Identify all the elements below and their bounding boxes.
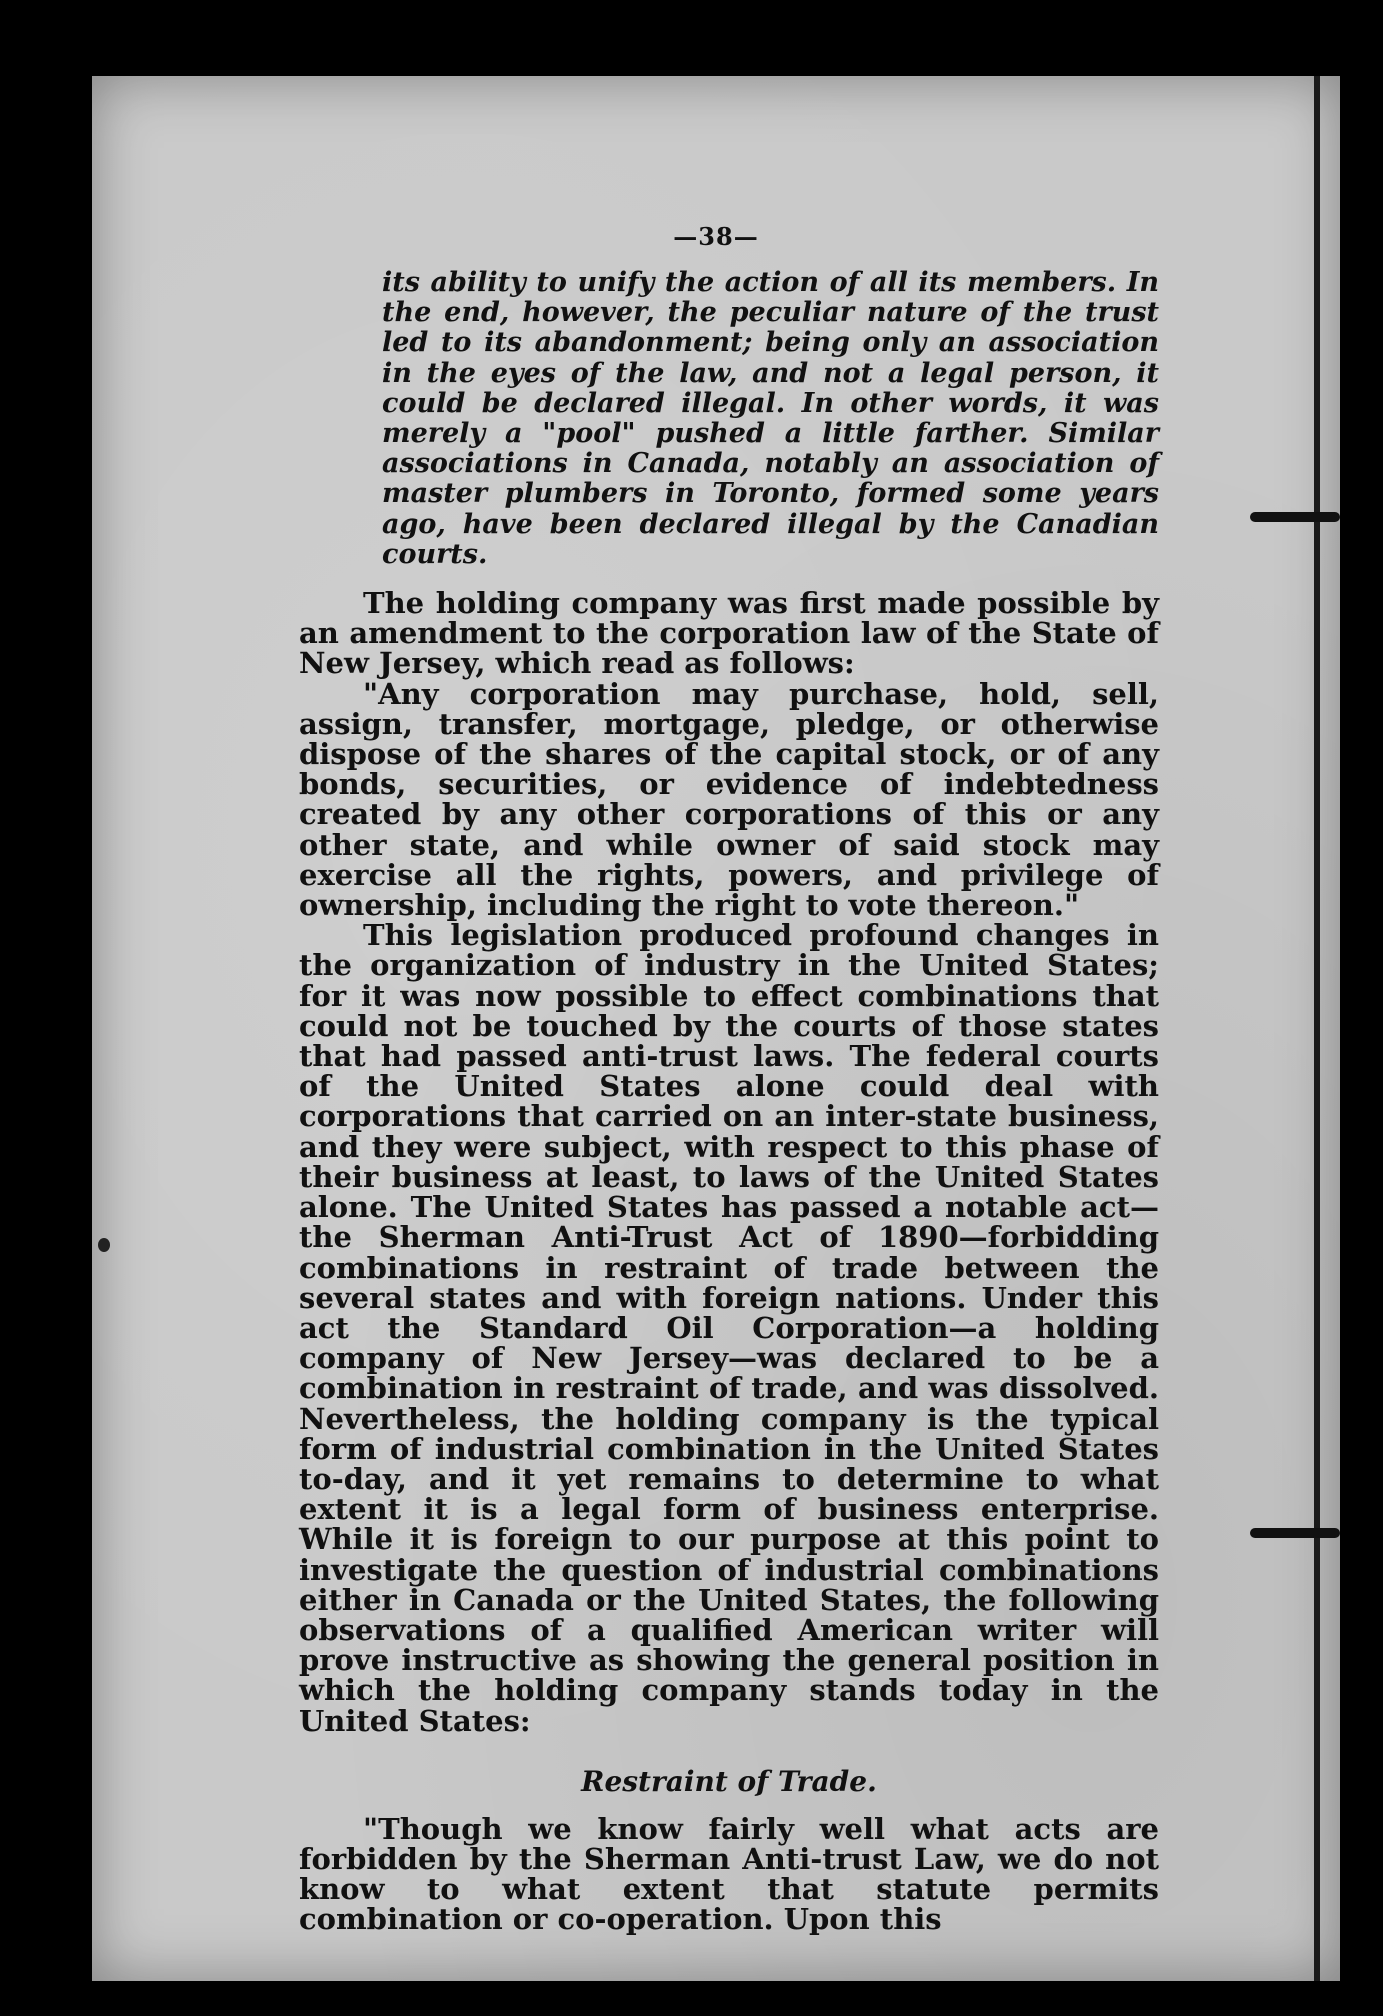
- page-content: [299, 268, 1159, 1935]
- paragraph-final: "Though we know fairly well what acts are forbidden by the Sherman Anti-trust Law, we do not know to what extent that statute permits combination or co-operation. Upon this: [299, 1811, 1159, 1937]
- binding-mark-upper: [1250, 512, 1340, 522]
- italic-quote-block: its ability to unify the action of all its members. In the end, however, the peculiar nature of the trust led to its abandonment; being only an association in the eyes of the law, and not a legal person, it could be declared illegal. In other words, it was merely a "pool" pushed a little farther. Similar associations in Canada, notably an association of master plumbers in Toronto, formed some years ago, have been declared illegal by the Canadian courts.: [382, 267, 1159, 570]
- margin-speck: [98, 1238, 110, 1252]
- section-subheading: Restraint of Trade.: [581, 1764, 877, 1798]
- paragraph-holding-company: The holding company was first made possible by an amendment to the corporation law of the State of New Jersey, which read as follows:: [299, 586, 1159, 681]
- paragraph-legislation: This legislation produced profound changes in the organization of industry in the United States; for it was now possible to effect combinations that could not be touched by the courts of those states that had passed anti-trust laws. The federal courts of the United States alone could deal with corporations that carried on an inter-state business, and they were subject, with respect to this phase of their business at least, to laws of the United States alone. The United States has passed a notable act—the Sherman Anti-Trust Act of 1890—forbidding combinations in restraint of trade between the several states and with foreign nations. Under this act the Standard Oil Corporation—a holding company of New Jersey—was declared to be a combination in restraint of trade, and was dissolved. Nevertheless, the holding company is the typical form of industrial combination in the United States to-day, and it yet remains to determine to what extent it is a legal form of business enterprise. While it is foreign to our purpose at this point to investigate the question of industrial combinations either in Canada or the United States, the following observations of a qualified American writer will prove instructive as showing the general position in which the holding company stands today in the United States:: [299, 918, 1159, 1738]
- page-edge-shadow: [1314, 76, 1320, 1981]
- paragraph-statute-quote: "Any corporation may purchase, hold, sell, assign, transfer, mortgage, pledge, or otherwise dispose of the shares of the capital stock, or of any bonds, securities, or evidence of indebtedness created by any other corporations of this or any other state, and while owner of said stock may exercise all the rights, powers, and privilege of ownership, including the right to vote thereon.": [299, 676, 1159, 923]
- page-number: —38—: [673, 222, 759, 251]
- binding-mark-lower: [1250, 1528, 1340, 1538]
- scanned-page: [92, 76, 1340, 1981]
